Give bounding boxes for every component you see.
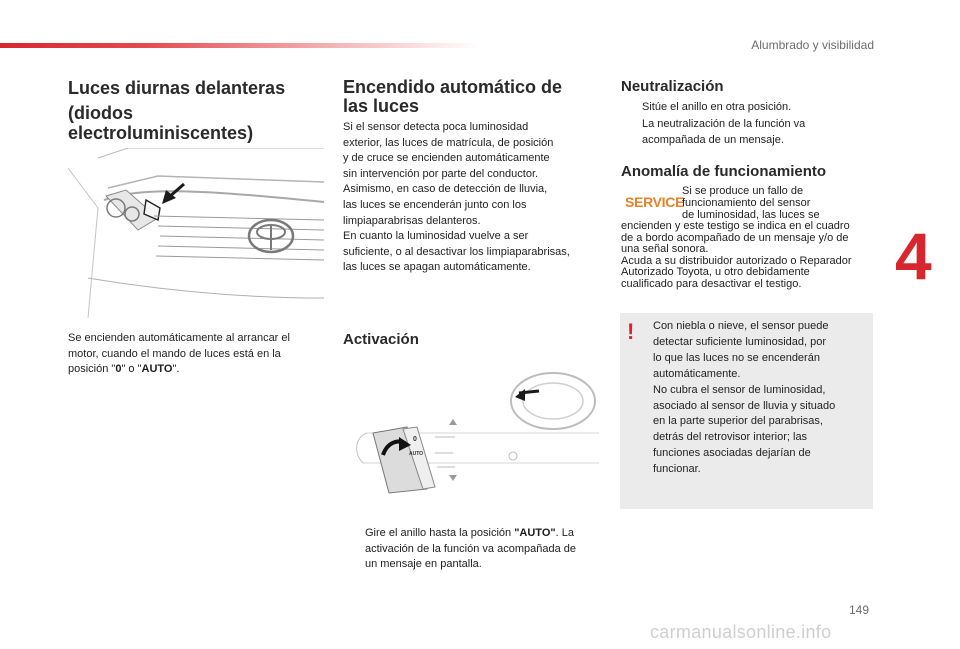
- text-line: funcionar.: [653, 463, 701, 476]
- bullet-text: [343, 526, 605, 573]
- title-activation: Activación: [343, 331, 419, 348]
- text-line: y de cruce se encienden automáticamente: [343, 152, 550, 165]
- title-line: las luces: [343, 96, 420, 116]
- text-line: activación de la función va acompañada de: [365, 542, 576, 555]
- text-line: Autorizado Toyota, u otro debidamente: [621, 266, 810, 279]
- watermark: carmanualsonline.info: [650, 622, 832, 642]
- title-automatic-lights: [343, 78, 562, 116]
- text-line: [68, 362, 318, 378]
- bullet-text: [621, 99, 871, 149]
- text-bold: "AUTO": [514, 527, 556, 539]
- text-line: de a bordo acompañado de un mensaje y/o de: [621, 231, 849, 244]
- text-fragment: Gire el anillo hasta la posición: [365, 527, 515, 539]
- section-title: Alumbrado y visibilidad: [751, 38, 874, 52]
- neutralization-instruction: [621, 99, 871, 149]
- text-line: detrás del retrovisor interior; las: [653, 431, 808, 444]
- text-fragment: . La: [555, 527, 574, 539]
- header-accent-bar: [0, 43, 480, 48]
- warning-exclamation-icon: !: [627, 319, 635, 344]
- text-line: en la parte superior del parabrisas,: [653, 415, 823, 428]
- text-line: Con niebla o nieve, el sensor puede: [653, 320, 829, 332]
- text-line: [365, 526, 605, 542]
- text-line: las luces se encenderán junto con los: [343, 198, 527, 211]
- text-line: Se encienden automáticamente al arrancar el: [68, 332, 290, 344]
- title-line: Encendido automático de: [343, 77, 563, 97]
- service-warning-icon: SERVICE: [625, 194, 685, 210]
- text-line: acompañada de un mensaje.: [642, 134, 784, 146]
- text-fragment: ".: [172, 363, 180, 376]
- stalk-label-auto: AUTO: [409, 451, 424, 457]
- text-line: automáticamente.: [653, 367, 741, 380]
- anomaly-text: [621, 221, 876, 291]
- text-bold: AUTO: [141, 363, 173, 376]
- page-number: 149: [849, 603, 870, 617]
- stalk-label-zero: 0: [413, 436, 417, 443]
- car-front-illustration: [68, 148, 324, 318]
- text-line: exterior, las luces de matrícula, de posición: [343, 136, 554, 149]
- text-line: detectar suficiente luminosidad, por: [653, 335, 827, 348]
- text-line: un mensaje en pantalla.: [365, 558, 482, 571]
- text-line: En cuanto la luminosidad vuelve a ser: [343, 230, 529, 243]
- text-line: No cubra el sensor de luminosidad,: [653, 383, 826, 396]
- text-line: motor, cuando el mando de luces está en la: [68, 347, 281, 360]
- title-line: Luces diurnas delanteras: [68, 78, 286, 98]
- title-daytime-lights: [68, 78, 285, 143]
- text-bold: 0: [115, 363, 122, 376]
- activation-instruction: [343, 526, 605, 573]
- text-line: limpiaparabrisas delanteros.: [343, 214, 481, 227]
- light-stalk-illustration: [343, 363, 599, 498]
- chapter-number: 4: [895, 219, 932, 293]
- text-line: Si se produce un fallo de: [682, 185, 804, 197]
- warning-text: [653, 319, 868, 478]
- text-line: asociado al sensor de lluvia y situado: [653, 399, 836, 412]
- text-line: de luminosidad, las luces se: [682, 208, 820, 221]
- title-line: (diodos: [68, 103, 133, 123]
- title-line: electroluminiscentes): [68, 123, 254, 143]
- title-anomaly: Anomalía de funcionamiento: [621, 163, 827, 180]
- text-fragment: " o ": [121, 363, 142, 376]
- text-line: suficiente, o al desactivar los limpiaparabrisas,: [343, 245, 570, 258]
- automatic-lights-text: [343, 120, 603, 276]
- daytime-lights-text: [68, 331, 318, 378]
- text-line: Asimismo, en caso de detección de lluvia,: [343, 183, 548, 196]
- text-line: lo que las luces no se encenderán: [653, 351, 820, 364]
- text-line: cualificado para desactivar el testigo.: [621, 277, 802, 290]
- text-line: Sitúe el anillo en otra posición.: [642, 101, 792, 113]
- text-line: las luces se apagan automáticamente.: [343, 261, 531, 274]
- text-line: funcionamiento del sensor: [682, 196, 811, 209]
- text-line: una señal sonora.: [621, 243, 709, 256]
- text-fragment: posición ": [68, 363, 116, 376]
- anomaly-text-indented: [682, 186, 872, 221]
- warning-box: [620, 313, 873, 509]
- text-line: encienden y este testigo se indica en el cuadro: [621, 220, 850, 232]
- text-line: La neutralización de la función va: [642, 117, 806, 130]
- text-line: Si el sensor detecta poca luminosidad: [343, 121, 529, 133]
- title-neutralization: Neutralización: [621, 78, 724, 95]
- text-line: funciones asociadas dejarían de: [653, 447, 811, 460]
- text-line: Acuda a su distribuidor autorizado o Reparador: [621, 254, 852, 267]
- text-line: sin intervención por parte del conductor.: [343, 167, 539, 180]
